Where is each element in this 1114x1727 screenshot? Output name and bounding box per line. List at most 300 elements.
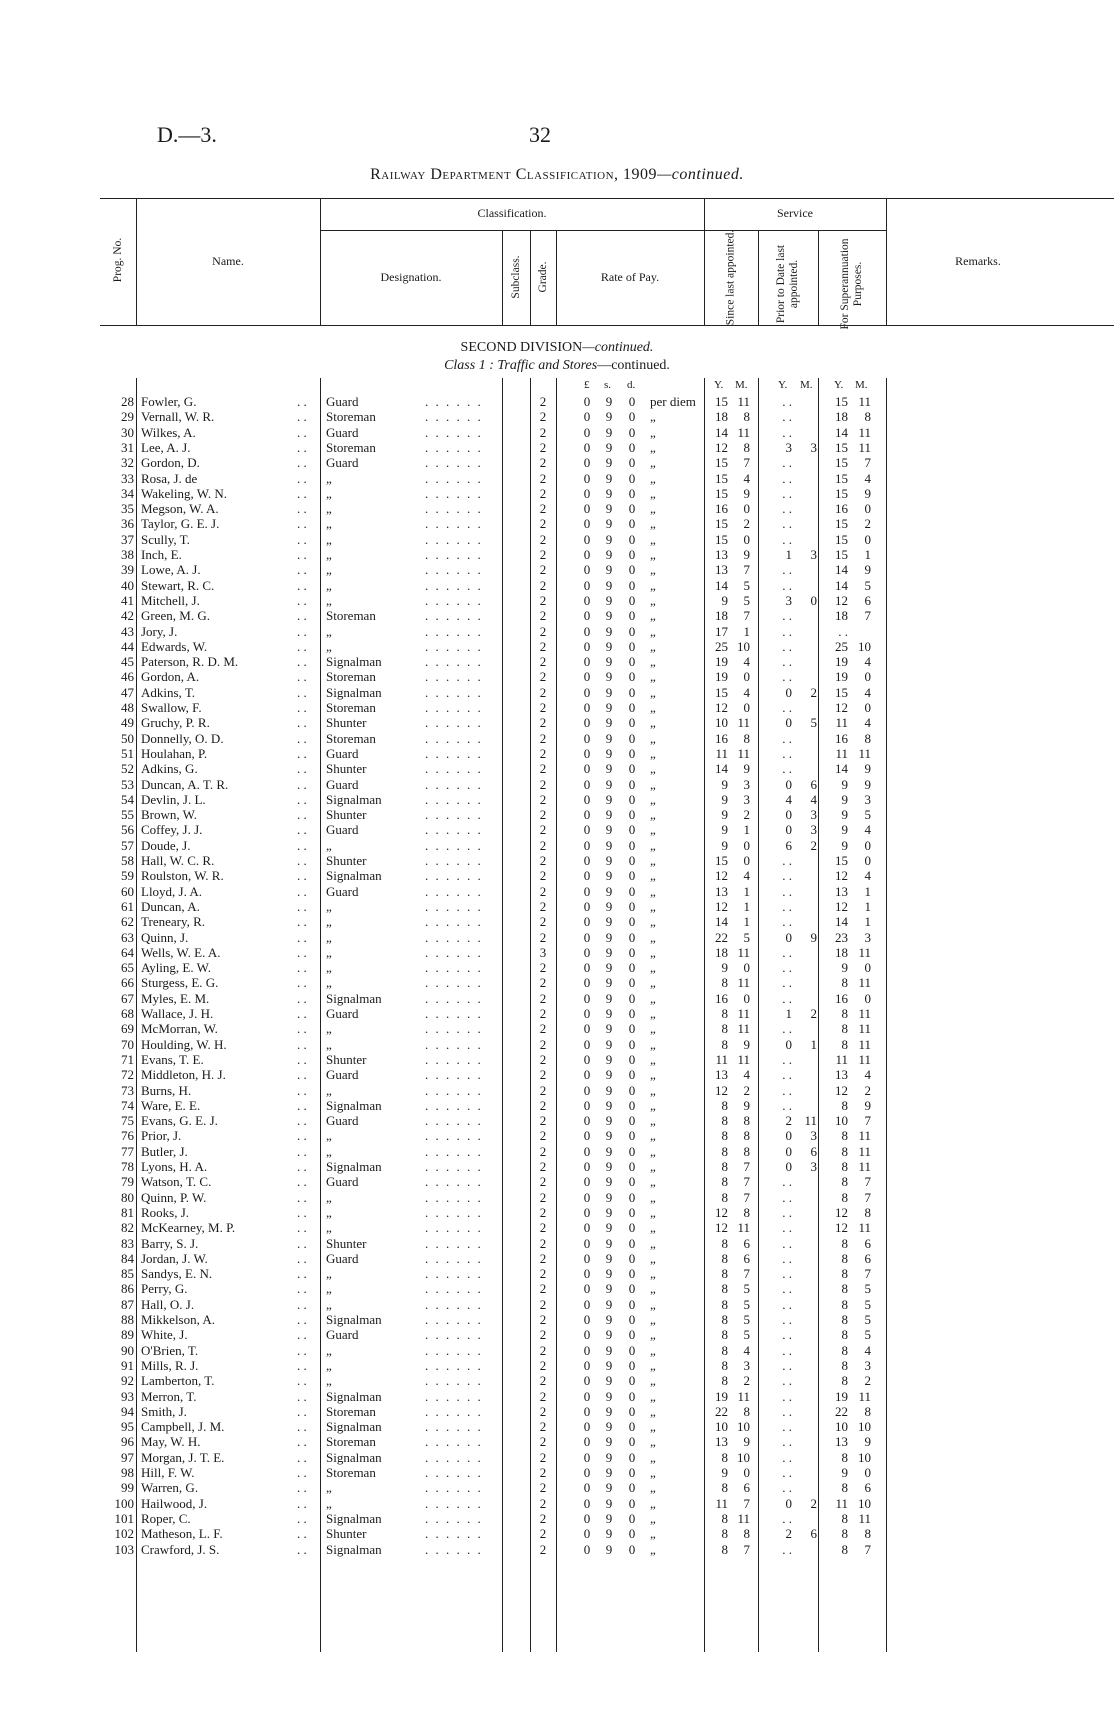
grade: 2: [539, 776, 547, 792]
designation: Storeman: [326, 1465, 376, 1480]
pay-period: „: [650, 516, 656, 532]
super-months: 2: [864, 1082, 871, 1098]
designation: „: [326, 562, 332, 578]
pay-shillings: 9: [605, 470, 613, 486]
employee-name: Burns, H.: [141, 1082, 192, 1098]
pay-shillings: 9: [605, 439, 613, 455]
prior-years: . .: [782, 516, 792, 532]
super-years: 8: [841, 1510, 848, 1526]
prog-no: 41: [121, 592, 134, 608]
since-months: 7: [743, 1189, 750, 1205]
leader-dots: . . . . . .: [425, 485, 483, 501]
since-years: 13: [715, 547, 728, 562]
pay-pounds: 0: [583, 730, 591, 746]
prior-years: . .: [782, 700, 792, 715]
leader-dots: . . . . . .: [425, 1250, 483, 1266]
prior-years: 0: [785, 807, 792, 823]
pay-pounds: 0: [583, 1510, 591, 1526]
prior-years: . .: [782, 761, 792, 777]
prior-months: 6: [810, 776, 817, 792]
pay-shillings: 9: [605, 1006, 613, 1021]
grade: 2: [539, 608, 547, 624]
since-months: 1: [743, 623, 750, 639]
since-months: 9: [743, 485, 750, 501]
header-subclass: Subclass.: [510, 255, 522, 299]
super-months: 9: [864, 761, 871, 777]
since-years: 14: [715, 914, 728, 930]
prog-no: 33: [121, 470, 134, 486]
designation: Shunter: [326, 807, 367, 823]
pay-pounds: 0: [583, 1281, 591, 1297]
leader-dots: . . . . . .: [425, 1342, 483, 1358]
leader-dots: . . . . . .: [425, 791, 483, 807]
pay-pounds: 0: [583, 1541, 591, 1557]
designation: „: [326, 1373, 332, 1389]
leader-dots: . . . . . .: [425, 623, 483, 639]
since-months: 0: [743, 531, 750, 547]
leader-dots: . . . . . .: [425, 822, 483, 838]
super-months: 11: [858, 439, 871, 455]
super-years: 8: [841, 1342, 848, 1358]
unit-pounds: £: [584, 379, 590, 391]
super-months: 1: [864, 883, 871, 899]
super-months: 8: [864, 1204, 871, 1220]
employee-name: Swallow, F.: [141, 700, 202, 715]
grade: 2: [539, 715, 547, 731]
super-months: 4: [864, 654, 871, 670]
prior-years: . .: [782, 1388, 792, 1404]
prog-no: 35: [121, 501, 134, 517]
table-row: [0, 746, 1114, 761]
leader-dots: . .: [297, 592, 307, 608]
pay-pence: 0: [628, 1051, 636, 1067]
super-years: 12: [835, 1082, 848, 1098]
pay-shillings: 9: [605, 944, 613, 960]
table-row: [0, 654, 1114, 669]
since-months: 4: [743, 684, 750, 700]
grade: 2: [539, 654, 547, 670]
super-months: 5: [864, 807, 871, 823]
since-years: 15: [715, 684, 728, 700]
super-months: 7: [864, 1113, 871, 1129]
super-years: 11: [835, 1051, 848, 1067]
employee-name: Quinn, J.: [141, 929, 189, 945]
prog-no: 79: [121, 1174, 134, 1190]
class-name: Traffic and Stores: [497, 358, 598, 373]
since-months: 8: [743, 439, 750, 455]
employee-name: Prior, J.: [141, 1128, 182, 1144]
grade: 2: [539, 1159, 547, 1174]
grade: 2: [539, 1174, 547, 1190]
pay-shillings: 9: [605, 501, 613, 517]
pay-period: „: [650, 1097, 656, 1113]
super-years: 15: [835, 516, 848, 532]
prog-no: 67: [121, 990, 134, 1006]
table-row: [0, 1434, 1114, 1449]
employee-name: Taylor, G. E. J.: [141, 516, 220, 532]
pay-pence: 0: [628, 1220, 636, 1236]
grade: 2: [539, 700, 547, 715]
since-years: 8: [721, 1250, 728, 1266]
since-months: 0: [743, 1465, 750, 1480]
prog-no: 72: [121, 1067, 134, 1083]
pay-pence: 0: [628, 394, 636, 409]
super-years: 8: [841, 1174, 848, 1190]
employee-name: Hailwood, J.: [141, 1495, 208, 1511]
employee-name: Stewart, R. C.: [141, 577, 215, 593]
pay-pounds: 0: [583, 1312, 591, 1327]
pay-pence: 0: [628, 1357, 636, 1373]
designation: Signalman: [326, 791, 382, 807]
pay-shillings: 9: [605, 960, 613, 976]
employee-name: Middleton, H. J.: [141, 1067, 226, 1083]
unit-years-super: Y.: [834, 379, 844, 391]
pay-period: „: [650, 1434, 656, 1450]
prior-months: 3: [810, 547, 817, 562]
employee-name: Lee, A. J.: [141, 439, 191, 455]
since-years: 19: [715, 654, 728, 670]
prior-years: . .: [782, 1342, 792, 1358]
employee-name: Adkins, T.: [141, 684, 196, 700]
prog-no: 101: [114, 1510, 134, 1526]
pay-shillings: 9: [605, 608, 613, 624]
super-years: 13: [835, 1434, 848, 1450]
prog-no: 84: [121, 1250, 134, 1266]
pay-period: „: [650, 577, 656, 593]
employee-name: Matheson, L. F.: [141, 1526, 223, 1542]
pay-shillings: 9: [605, 1036, 613, 1052]
pay-pounds: 0: [583, 608, 591, 624]
grade: 2: [539, 1006, 547, 1021]
employee-name: Butler, J.: [141, 1143, 188, 1159]
pay-shillings: 9: [605, 1220, 613, 1236]
pay-pence: 0: [628, 1510, 636, 1526]
prior-years: . .: [782, 1281, 792, 1297]
pay-period: „: [650, 1526, 656, 1542]
super-years: 8: [841, 1327, 848, 1343]
since-years: 11: [715, 1051, 728, 1067]
table-row: [0, 1021, 1114, 1036]
pay-pence: 0: [628, 439, 636, 455]
super-years: 14: [835, 761, 848, 777]
prog-no: 71: [121, 1051, 134, 1067]
super-years: 16: [835, 990, 848, 1006]
pay-shillings: 9: [605, 822, 613, 838]
class-label: Class 1 :: [444, 358, 494, 373]
pay-period: „: [650, 1312, 656, 1327]
pay-pence: 0: [628, 715, 636, 731]
grade: 2: [539, 883, 547, 899]
leader-dots: . . . . . .: [425, 1373, 483, 1389]
designation: Guard: [326, 1067, 359, 1083]
super-months: 11: [858, 1006, 871, 1021]
designation: „: [326, 1204, 332, 1220]
prior-years: . .: [782, 455, 792, 471]
employee-name: O'Brien, T.: [141, 1342, 199, 1358]
since-years: 10: [715, 1419, 728, 1435]
prog-no: 92: [121, 1373, 134, 1389]
pay-pence: 0: [628, 929, 636, 945]
pay-shillings: 9: [605, 1541, 613, 1557]
employee-name: Vernall, W. R.: [141, 409, 215, 425]
table-row: [0, 1174, 1114, 1189]
since-years: 15: [715, 470, 728, 486]
since-years: 16: [715, 730, 728, 746]
super-months: 11: [858, 394, 871, 409]
table-row: [0, 1281, 1114, 1296]
designation: „: [326, 577, 332, 593]
prior-months: 3: [810, 822, 817, 838]
pay-pounds: 0: [583, 638, 591, 654]
super-months: 11: [858, 1510, 871, 1526]
since-years: 12: [715, 439, 728, 455]
grade: 2: [539, 1342, 547, 1358]
designation: Guard: [326, 1327, 359, 1343]
leader-dots: . . . . . .: [425, 1036, 483, 1052]
pay-pounds: 0: [583, 837, 591, 853]
designation: „: [326, 1480, 332, 1496]
leader-dots: . .: [297, 1419, 307, 1435]
leader-dots: . .: [297, 485, 307, 501]
since-months: 9: [743, 761, 750, 777]
prog-no: 76: [121, 1128, 134, 1144]
super-months: 8: [864, 730, 871, 746]
prior-years: . .: [782, 669, 792, 685]
prior-years: . .: [782, 898, 792, 914]
super-months: 8: [864, 409, 871, 425]
leader-dots: . . . . . .: [425, 914, 483, 930]
super-years: 10: [835, 1419, 848, 1435]
unit-pence: d.: [627, 379, 636, 391]
since-months: 5: [743, 592, 750, 608]
pay-shillings: 9: [605, 1449, 613, 1465]
prior-years: 0: [785, 929, 792, 945]
grade: 2: [539, 485, 547, 501]
prog-no: 64: [121, 944, 134, 960]
designation: Signalman: [326, 1312, 382, 1327]
pay-pence: 0: [628, 975, 636, 991]
prior-years: . .: [782, 1250, 792, 1266]
pay-pence: 0: [628, 1327, 636, 1343]
pay-period: „: [650, 1189, 656, 1205]
employee-name: Hall, O. J.: [141, 1296, 195, 1312]
super-months: 4: [864, 470, 871, 486]
since-years: 8: [721, 1281, 728, 1297]
super-months: 11: [858, 944, 871, 960]
prior-years: . .: [782, 1174, 792, 1190]
since-years: 12: [715, 1204, 728, 1220]
grade: 2: [539, 1419, 547, 1435]
pay-pence: 0: [628, 623, 636, 639]
designation: Shunter: [326, 1526, 367, 1542]
pay-pounds: 0: [583, 1036, 591, 1052]
prog-no: 56: [121, 822, 134, 838]
super-years: 8: [841, 1128, 848, 1144]
prior-years: . .: [782, 623, 792, 639]
super-months: 7: [864, 608, 871, 624]
employee-name: Rooks, J.: [141, 1204, 190, 1220]
super-months: 1: [864, 898, 871, 914]
pay-period: „: [650, 1021, 656, 1037]
since-years: 9: [721, 592, 728, 608]
leader-dots: . . . . . .: [425, 592, 483, 608]
super-years: 9: [841, 791, 848, 807]
table-row: [0, 532, 1114, 547]
pay-pounds: 0: [583, 990, 591, 1006]
prog-no: 82: [121, 1220, 134, 1236]
leader-dots: . .: [297, 960, 307, 976]
super-years: 8: [841, 1235, 848, 1251]
pay-pounds: 0: [583, 1128, 591, 1144]
leader-dots: . . . . . .: [425, 1541, 483, 1557]
designation: Storeman: [326, 669, 376, 685]
header-grade: Grade.: [537, 261, 549, 293]
prog-no: 31: [121, 439, 134, 455]
table-row: [0, 792, 1114, 807]
leader-dots: . . . . . .: [425, 1159, 483, 1174]
leader-dots: . .: [297, 914, 307, 930]
pay-period: „: [650, 1082, 656, 1098]
grade: 2: [539, 1510, 547, 1526]
pay-period: „: [650, 1113, 656, 1129]
leader-dots: . . . . . .: [425, 1143, 483, 1159]
leader-dots: . . . . . .: [425, 1281, 483, 1297]
pay-pence: 0: [628, 669, 636, 685]
pay-period: „: [650, 1281, 656, 1297]
designation: „: [326, 898, 332, 914]
grade: 2: [539, 1051, 547, 1067]
table-row: [0, 1343, 1114, 1358]
since-months: 11: [737, 1051, 750, 1067]
designation: „: [326, 960, 332, 976]
prior-years: . .: [782, 1097, 792, 1113]
prog-no: 65: [121, 960, 134, 976]
leader-dots: . . . . . .: [425, 547, 483, 562]
prior-months: 3: [810, 807, 817, 823]
table-row: [0, 1526, 1114, 1541]
super-months: 5: [864, 577, 871, 593]
pay-pence: 0: [628, 1434, 636, 1450]
table-row: [0, 1144, 1114, 1159]
leader-dots: . .: [297, 516, 307, 532]
pay-period: „: [650, 1342, 656, 1358]
prior-months: 6: [810, 1526, 817, 1542]
since-months: 7: [743, 562, 750, 578]
pay-pence: 0: [628, 485, 636, 501]
leader-dots: . .: [297, 623, 307, 639]
since-years: 8: [721, 1128, 728, 1144]
pay-shillings: 9: [605, 1250, 613, 1266]
pay-pence: 0: [628, 1128, 636, 1144]
leader-dots: . . . . . .: [425, 638, 483, 654]
grade: 2: [539, 960, 547, 976]
grade: 2: [539, 1357, 547, 1373]
pay-pence: 0: [628, 868, 636, 884]
table-row: [0, 1450, 1114, 1465]
since-years: 8: [721, 1097, 728, 1113]
leader-dots: . .: [297, 1373, 307, 1389]
pay-pence: 0: [628, 1021, 636, 1037]
prog-no: 102: [114, 1526, 134, 1542]
pay-pence: 0: [628, 791, 636, 807]
designation: „: [326, 1357, 332, 1373]
prior-years: 0: [785, 715, 792, 731]
since-months: 10: [737, 1449, 750, 1465]
prior-years: . .: [782, 1419, 792, 1435]
prior-years: . .: [782, 1312, 792, 1327]
leader-dots: . . . . . .: [425, 669, 483, 685]
prog-no: 37: [121, 531, 134, 547]
table-row: [0, 884, 1114, 899]
since-years: 25: [715, 638, 728, 654]
prog-no: 95: [121, 1419, 134, 1435]
pay-period: „: [650, 531, 656, 547]
employee-name: Crawford, J. S.: [141, 1541, 220, 1557]
prog-no: 36: [121, 516, 134, 532]
prog-no: 81: [121, 1204, 134, 1220]
pay-shillings: 9: [605, 883, 613, 899]
employee-name: Watson, T. C.: [141, 1174, 212, 1190]
leader-dots: . . . . . .: [425, 700, 483, 715]
prior-years: . .: [782, 1434, 792, 1450]
prior-months: 5: [810, 715, 817, 731]
pay-pence: 0: [628, 914, 636, 930]
pay-pounds: 0: [583, 700, 591, 715]
since-months: 11: [737, 1220, 750, 1236]
leader-dots: . . . . . .: [425, 1051, 483, 1067]
grade: 2: [539, 684, 547, 700]
pay-shillings: 9: [605, 1403, 613, 1419]
super-years: 15: [835, 470, 848, 486]
leader-dots: . .: [297, 791, 307, 807]
leader-dots: . .: [297, 1128, 307, 1144]
since-months: 8: [743, 1403, 750, 1419]
prior-years: 2: [785, 1113, 792, 1129]
since-months: 8: [743, 1128, 750, 1144]
super-years: 8: [841, 1541, 848, 1557]
leader-dots: . .: [297, 608, 307, 624]
pay-period: „: [650, 1373, 656, 1389]
prior-months: 3: [810, 439, 817, 455]
employee-name: Lamberton, T.: [141, 1373, 215, 1389]
pay-pence: 0: [628, 1266, 636, 1282]
pay-shillings: 9: [605, 1357, 613, 1373]
since-years: 16: [715, 990, 728, 1006]
super-years: 8: [841, 1250, 848, 1266]
pay-period: „: [650, 1357, 656, 1373]
designation: „: [326, 837, 332, 853]
pay-period: „: [650, 868, 656, 884]
designation: „: [326, 1143, 332, 1159]
employee-name: McKearney, M. P.: [141, 1220, 236, 1236]
table-row: [0, 1190, 1114, 1205]
header-prog-no: Prog. No.: [112, 237, 124, 283]
pay-period: „: [650, 1159, 656, 1174]
designation: Guard: [326, 776, 359, 792]
prior-years: . .: [782, 531, 792, 547]
table-row: [0, 899, 1114, 914]
since-months: 4: [743, 1067, 750, 1083]
super-years: 15: [835, 531, 848, 547]
leader-dots: . .: [297, 1159, 307, 1174]
pay-pounds: 0: [583, 1021, 591, 1037]
pay-pounds: 0: [583, 424, 591, 440]
super-years: 16: [835, 730, 848, 746]
since-months: 2: [743, 807, 750, 823]
designation: „: [326, 1128, 332, 1144]
super-months: 7: [864, 1541, 871, 1557]
pay-period: „: [650, 623, 656, 639]
